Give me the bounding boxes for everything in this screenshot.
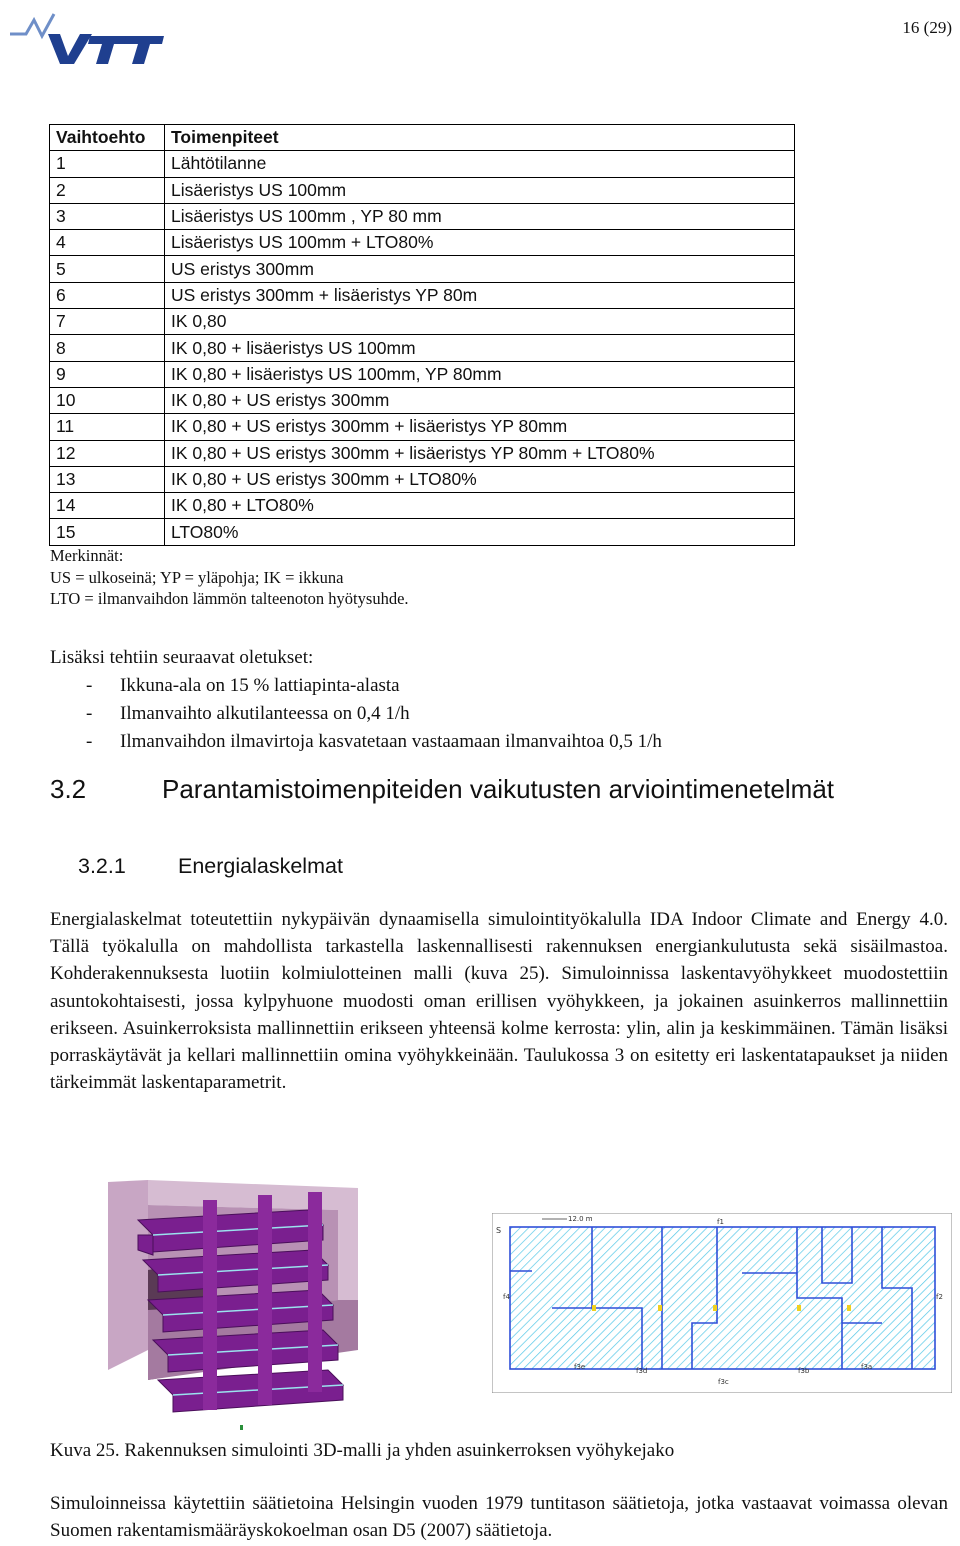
cell-alternative-number: 13 <box>50 466 165 492</box>
table-row <box>50 230 795 256</box>
table-row <box>50 177 795 203</box>
list-dash: - <box>86 703 93 724</box>
cell-alternative-number: 9 <box>50 361 165 387</box>
cell-measure-description: US eristys 300mm + lisäeristys YP 80m <box>165 282 795 308</box>
notes-line-2: LTO = ilmanvaihdon lämmön talteenoton hyötysuhde. <box>50 589 409 608</box>
list-item-text: Ilmanvaihto alkutilanteessa on 0,4 1/h <box>120 703 410 724</box>
plan-label-f3a: f3a <box>861 1363 873 1371</box>
plan-label-f3c: f3c <box>718 1378 729 1386</box>
table-row <box>50 361 795 387</box>
plan-label-f2: f2 <box>936 1293 943 1301</box>
table-row <box>50 335 795 361</box>
cell-alternative-number: 4 <box>50 230 165 256</box>
cell-alternative-number: 14 <box>50 493 165 519</box>
subsection-heading <box>78 854 343 879</box>
cell-alternative-number: 3 <box>50 203 165 229</box>
list-item <box>50 700 662 728</box>
table-row <box>50 440 795 466</box>
cell-alternative-number: 5 <box>50 256 165 282</box>
cell-alternative-number: 12 <box>50 440 165 466</box>
table-row <box>50 466 795 492</box>
cell-alternative-number: 6 <box>50 282 165 308</box>
cell-measure-description: IK 0,80 + US eristys 300mm + LTO80% <box>165 466 795 492</box>
section-heading <box>50 774 834 805</box>
cell-alternative-number: 8 <box>50 335 165 361</box>
section-title: Parantamistoimenpiteiden vaikutusten arviointimenetelmät <box>162 774 835 804</box>
list-dash: - <box>86 731 93 752</box>
cell-alternative-number: 11 <box>50 414 165 440</box>
page-number: 16 (29) <box>902 18 952 37</box>
cell-measure-description: Lisäeristys US 100mm <box>165 177 795 203</box>
table-row <box>50 151 795 177</box>
list-item-text: Ilmanvaihdon ilmavirtoja kasvatetaan vastaamaan ilmanvaihtoa 0,5 1/h <box>120 731 662 752</box>
list-item <box>50 672 662 700</box>
cell-measure-description: IK 0,80 <box>165 309 795 335</box>
cell-measure-description: IK 0,80 + LTO80% <box>165 493 795 519</box>
assumptions-intro: Lisäksi tehtiin seuraavat oletukset: <box>50 647 314 668</box>
paragraph-energy-calculations: Energialaskelmat toteutettiin nykypäivän dynaamisella simulointityökalulla IDA Indoor Climate and Energy 4.0. Tällä työkalulla on mahdollista tarkastella laskennallisesti rakennuksen energiankulutusta sekä sisäilmastoa. Kohderakennuksesta luotiin kolmiulotteinen malli (kuva 25). Simuloinnissa laskentavyöhykkeet muodostettiin asuntokohtaisesti, jossa kylpyhuone muodosti oman erillisen vyöhykkeen, ja jokainen asuinkerros mallinnettiin erikseen. Asuinkerroksista mallinnettiin erikseen yhteensä kolme kerrosta: ylin, alin ja keskimmäinen. Tämän lisäksi porraskäytävät ja kellari mallinnettiin omina vyöhykkeinään. Taulukossa 3 on esitetty eri laskentatapaukset ja niiden tärkeimmät laskentaparametrit. <box>50 909 948 1094</box>
cell-measure-description: US eristys 300mm <box>165 256 795 282</box>
cell-alternative-number: 10 <box>50 387 165 413</box>
plan-label-f3d: f3d <box>636 1367 648 1375</box>
notes-line-1: US = ulkoseinä; YP = yläpohja; IK = ikkuna <box>50 567 344 587</box>
list-item <box>50 728 662 756</box>
plan-label-s: S <box>496 1226 502 1235</box>
table-notes <box>50 545 409 610</box>
cell-measure-description: LTO80% <box>165 519 795 545</box>
plan-scale-label: 12.0 m <box>568 1215 593 1223</box>
table-row <box>50 256 795 282</box>
cell-measure-description: IK 0,80 + US eristys 300mm + lisäeristys YP 80mm <box>165 414 795 440</box>
cell-measure-description: IK 0,80 + US eristys 300mm <box>165 387 795 413</box>
plan-label-f4: f4 <box>503 1293 510 1301</box>
cell-measure-description: IK 0,80 + US eristys 300mm + lisäeristys YP 80mm + LTO80% <box>165 440 795 466</box>
table-row <box>50 309 795 335</box>
list-item-text: Ikkuna-ala on 15 % lattiapinta-alasta <box>120 675 400 696</box>
section-number: 3.2 <box>50 774 87 804</box>
table-row <box>50 282 795 308</box>
paragraph-weather-data: Simuloinneissa käytettiin säätietoina Helsingin vuoden 1979 tuntitason säätietoja, jotka vastaavat voimassa olevan Suomen rakentamismääräyskokoelman osan D5 (2007) säätietoja. <box>50 1493 948 1542</box>
cell-measure-description: Lisäeristys US 100mm , YP 80 mm <box>165 203 795 229</box>
cell-measure-description: IK 0,80 + lisäeristys US 100mm, YP 80mm <box>165 361 795 387</box>
table-row <box>50 519 795 545</box>
cell-alternative-number: 7 <box>50 309 165 335</box>
subsection-title: Energialaskelmat <box>178 854 343 878</box>
building-3d-model-image <box>108 1180 363 1430</box>
notes-title: Merkinnät: <box>50 546 124 565</box>
vtt-logo <box>8 6 164 66</box>
floor-zone-plan-image <box>492 1213 952 1393</box>
measures-table <box>49 124 795 546</box>
assumptions <box>50 644 662 756</box>
plan-label-f3b: f3b <box>798 1367 810 1375</box>
figure-caption: Kuva 25. Rakennuksen simulointi 3D-malli ja yhden asuinkerroksen vyöhykejako <box>50 1440 675 1461</box>
column-header-measures: Toimenpiteet <box>165 125 795 151</box>
cell-measure-description: Lisäeristys US 100mm + LTO80% <box>165 230 795 256</box>
cell-measure-description: IK 0,80 + lisäeristys US 100mm <box>165 335 795 361</box>
cell-alternative-number: 15 <box>50 519 165 545</box>
table-row <box>50 387 795 413</box>
cell-alternative-number: 1 <box>50 151 165 177</box>
column-header-alternative: Vaihtoehto <box>50 125 165 151</box>
table-row <box>50 203 795 229</box>
cell-measure-description: Lähtötilanne <box>165 151 795 177</box>
assumptions-list <box>50 672 662 756</box>
list-dash: - <box>86 675 93 696</box>
plan-label-f3e: f3e <box>574 1363 586 1371</box>
plan-label-f1: f1 <box>717 1218 724 1226</box>
cell-alternative-number: 2 <box>50 177 165 203</box>
table-row <box>50 414 795 440</box>
table-header-row <box>50 125 795 151</box>
table-row <box>50 493 795 519</box>
subsection-number: 3.2.1 <box>78 854 126 878</box>
